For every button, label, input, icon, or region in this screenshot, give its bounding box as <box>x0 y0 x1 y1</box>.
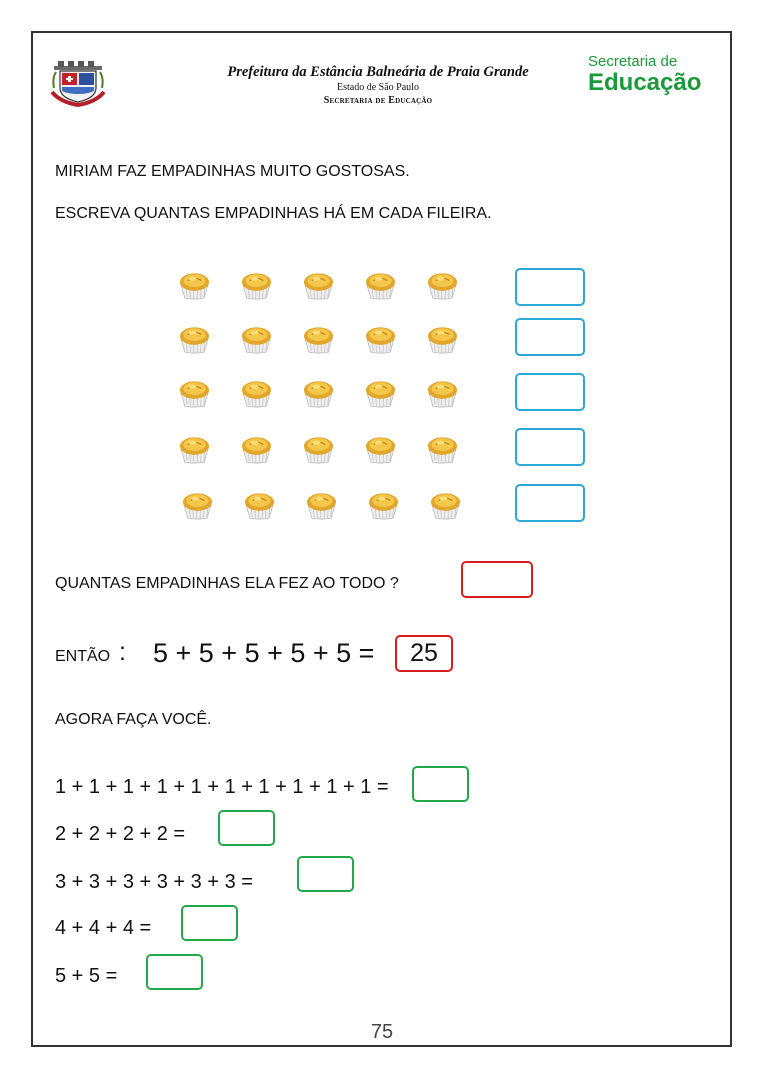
exercise-5-answer-box[interactable] <box>146 954 203 990</box>
empadinha-icon <box>178 270 211 301</box>
exercise-3-answer-box[interactable] <box>297 856 354 892</box>
example-label: ENTÃO <box>55 648 111 665</box>
empadinha-icon <box>367 490 400 521</box>
empadinha-icon <box>240 378 273 409</box>
exercise-5-equation: 5 + 5 = <box>55 965 118 987</box>
empadinha-icon <box>429 490 462 521</box>
empadinha-icon <box>243 490 276 521</box>
empadinha-icon <box>178 378 211 409</box>
exercise-4-equation: 4 + 4 + 4 = <box>55 917 152 939</box>
exercise-2-equation: 2 + 2 + 2 + 2 = <box>55 823 186 845</box>
empadinha-icon <box>426 270 459 301</box>
example-colon: : <box>119 638 126 666</box>
empadinha-icon <box>426 378 459 409</box>
empadinha-icon <box>305 490 338 521</box>
empadinha-icon <box>364 270 397 301</box>
empadinha-icon <box>240 324 273 355</box>
exercise-3-equation: 3 + 3 + 3 + 3 + 3 + 3 = <box>55 871 253 893</box>
empadinha-icon <box>364 434 397 465</box>
education-logo-line2: Educação <box>588 69 702 96</box>
page-number: 75 <box>370 1021 394 1043</box>
empadinha-icon <box>302 324 335 355</box>
example-equation: 5 + 5 + 5 + 5 + 5 = <box>153 638 375 668</box>
education-logo-line1: Secretaria de <box>588 53 678 70</box>
row-3-answer-box[interactable] <box>515 373 585 411</box>
empadinha-icon <box>178 434 211 465</box>
row-1-answer-box[interactable] <box>515 268 585 306</box>
header-department: Secretaria de Educação <box>323 95 433 106</box>
row-2-answer-box[interactable] <box>515 318 585 356</box>
empadinha-icon <box>364 324 397 355</box>
total-answer-box[interactable] <box>461 561 533 598</box>
exercise-2-answer-box[interactable] <box>218 810 275 846</box>
empadinha-icon <box>302 270 335 301</box>
header-title: Prefeitura da Estância Balneária de Praia Grande <box>227 64 529 80</box>
exercise-1-answer-box[interactable] <box>412 766 469 802</box>
education-logo <box>588 54 701 96</box>
page-border <box>31 31 732 1047</box>
empadinha-icon <box>240 270 273 301</box>
row-4-answer-box[interactable] <box>515 428 585 466</box>
empadinha-icon <box>302 434 335 465</box>
empadinha-icon <box>364 378 397 409</box>
empadinha-icon <box>181 490 214 521</box>
empadinha-icon <box>240 434 273 465</box>
city-crest-icon <box>50 58 106 108</box>
exercise-1-equation: 1 + 1 + 1 + 1 + 1 + 1 + 1 + 1 + 1 + 1 = <box>55 776 389 798</box>
example-answer: 25 <box>395 635 453 672</box>
empadinha-icon <box>178 324 211 355</box>
header-state: Estado de São Paulo <box>337 82 419 93</box>
instruction-line-1: MIRIAM FAZ EMPADINHAS MUITO GOSTOSAS. <box>55 163 410 180</box>
row-5-answer-box[interactable] <box>515 484 585 522</box>
total-question: QUANTAS EMPADINHAS ELA FEZ AO TODO ? <box>55 575 399 592</box>
exercise-4-answer-box[interactable] <box>181 905 238 941</box>
empadinha-icon <box>426 324 459 355</box>
instruction-line-2: ESCREVA QUANTAS EMPADINHAS HÁ EM CADA FILEIRA. <box>55 205 492 222</box>
empadinha-icon <box>302 378 335 409</box>
exercise-intro: AGORA FAÇA VOCÊ. <box>55 711 212 728</box>
empadinha-icon <box>426 434 459 465</box>
